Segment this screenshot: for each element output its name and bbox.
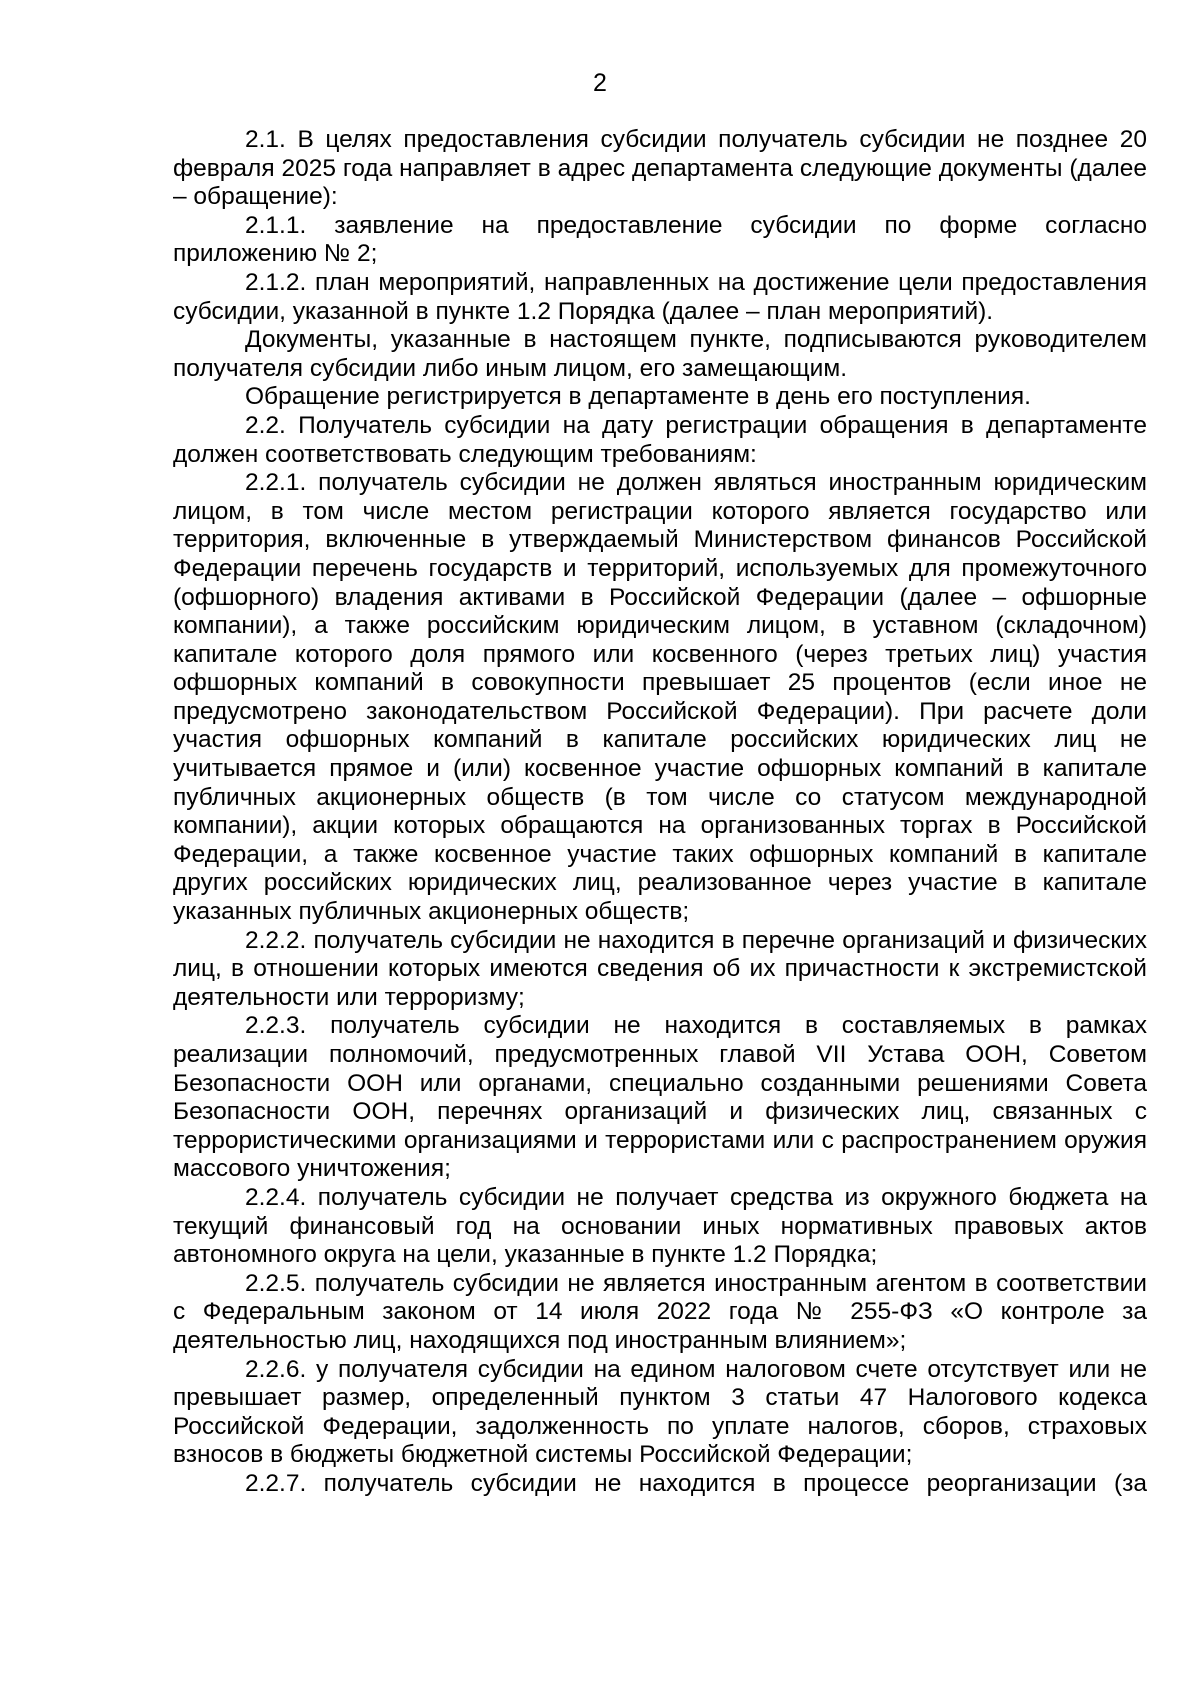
paragraph-2-2-3: 2.2.3. получатель субсидии не находится в составляемых в рамках реализации полномочий, предусмотренных главой VII Устава ООН, Советом Безопасности ООН или органами, специально созданными решениями Совета Безопасности ООН, перечнях организаций и физических лиц, связанных с террористическими организациями и террористами или с распространением оружия массового уничтожения; (173, 1012, 1147, 1183)
paragraph-2-2: 2.2. Получатель субсидии на дату регистрации обращения в департаменте должен соответствовать следующим требованиям: (173, 411, 1147, 468)
paragraph-2-2-5: 2.2.5. получатель субсидии не является иностранным агентом в соответствии с Федеральным законом от 14 июля 2022 года № 255-ФЗ «О контроле за деятельностью лиц, находящихся под иностранным влиянием»; (173, 1269, 1147, 1354)
paragraph-2-2-6: 2.2.6. у получателя субсидии на едином налоговом счете отсутствует или не превышает размер, определенный пунктом 3 статьи 47 Налогового кодекса Российской Федерации, задолженность по уплате налогов, сборов, страховых взносов в бюджеты бюджетной системы Российской Федерации; (173, 1355, 1147, 1469)
paragraph-registration: Обращение регистрируется в департаменте в день его поступления. (245, 383, 1031, 411)
paragraph-documents-signed: Документы, указанные в настоящем пункте, подписываются руководителем получателя субсидии либо иным лицом, его замещающим. (173, 326, 1147, 382)
paragraph-2-2-2: 2.2.2. получатель субсидии не находится в перечне организаций и физических лиц, в отношении которых имеются сведения об их причастности к экстремистской деятельности или терроризму; (173, 926, 1147, 1011)
paragraph-2-1: 2.1. В целях предоставления субсидии получатель субсидии не позднее 20 февраля 2025 года направляет в адрес департамента следующие документы (далее – обращение): (173, 126, 1147, 211)
paragraph-2-1-2: 2.1.2. план мероприятий, направленных на достижение цели предоставления субсидии, указанной в пункте 1.2 Порядка (далее – план мероприятий). (173, 268, 1147, 325)
paragraph-2-1-1: 2.1.1. заявление на предоставление субсидии по форме согласно приложению № 2; (173, 211, 1147, 268)
page-number: 2 (593, 69, 607, 97)
paragraph-2-2-7: 2.2.7. получатель субсидии не находится в процессе реорганизации (за (245, 1469, 1147, 1497)
paragraph-2-2-4: 2.2.4. получатель субсидии не получает средства из окружного бюджета на текущий финансовый год на основании иных нормативных правовых актов автономного округа на цели, указанные в пункте 1.2 Порядка; (173, 1183, 1147, 1269)
document-body (173, 126, 1147, 1499)
paragraph-2-2-1: 2.2.1. получатель субсидии не должен являться иностранным юридическим лицом, в том числе местом регистрации которого является государство или территория, включенные в утверждаемый Министерством финансов Российской Федерации перечень государств и территорий, используемых для промежуточного (офшорного) владения активами в Российской Федерации (далее – офшорные компании), а также российским юридическим лицом, в уставном (складочном) капитале которого доля прямого или косвенного (через третьих лиц) участия офшорных компаний в совокупности превышает 25 процентов (если иное не предусмотрено законодательством Российской Федерации). При расчете доли участия офшорных компаний в капитале российских юридических лиц не учитывается прямое и (или) косвенное участие офшорных компаний в капитале публичных акционерных обществ (в том числе со статусом международной компании), акции которых обращаются на организованных торгах в Российской Федерации, а также косвенное участие таких офшорных компаний в капитале других российских юридических лиц, реализованное через участие в капитале указанных публичных акционерных обществ; (173, 469, 1147, 926)
